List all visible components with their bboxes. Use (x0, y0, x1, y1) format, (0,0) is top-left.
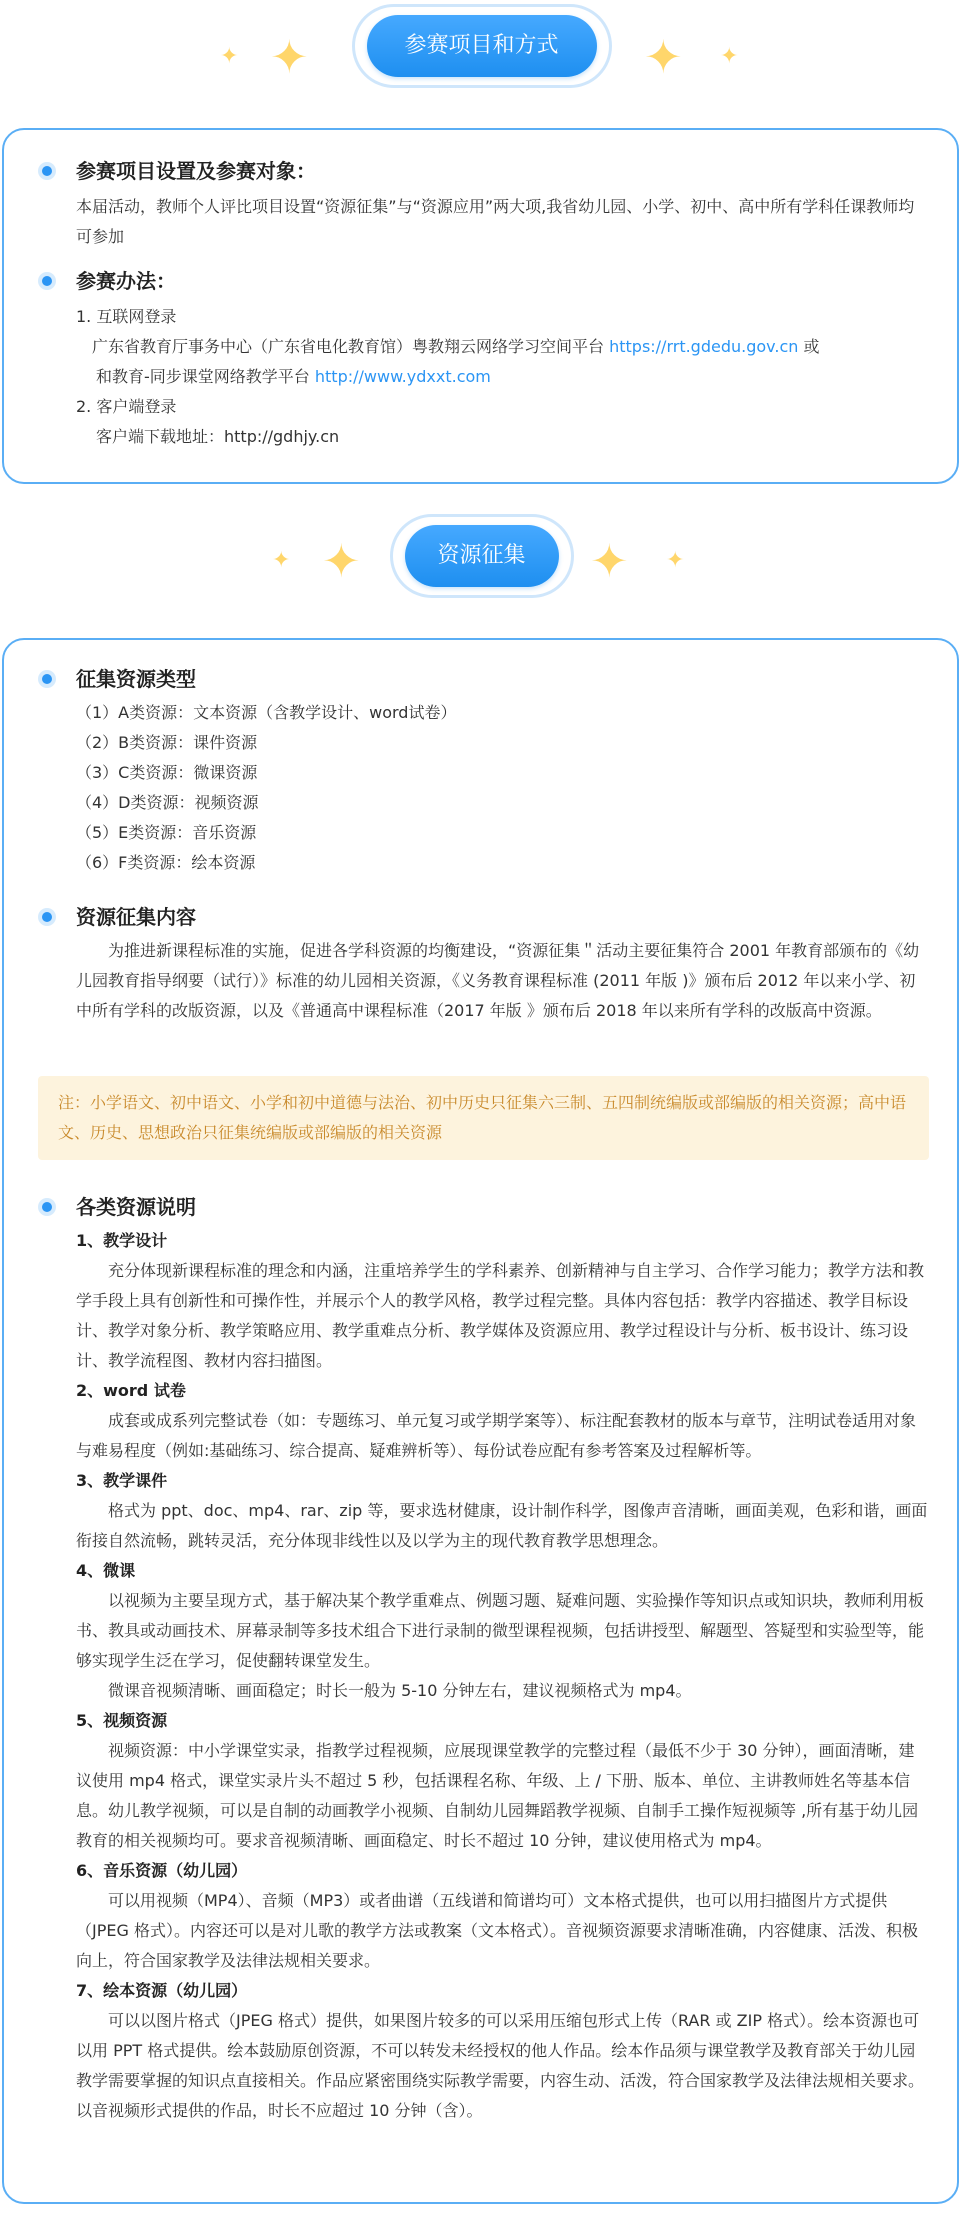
step-client-login: 2. 客户端登录 (76, 397, 177, 416)
section-header-1 (0, 4, 963, 88)
subsection-text: 可以以图片格式（JPEG 格式）提供，如果图片较多的可以采用压缩包形式上传（RAR 或 ZIP 格式）。绘本资源也可以用 PPT 格式提供。绘本鼓励原创资源，不可以转发未经授权的他人作品。绘本作品须与课堂教学及教育部关于幼儿园教学需要掌握的知识点直接相关。作品应紧密围绕实际教学需要，内容生动、活泼，符合国家教学及法律法规相关要求。以音视频形式提供的作品，时长不应超过 10 分钟（含）。 (76, 2011, 925, 2120)
subsection-text: 成套或成系列完整试卷（如：专题练习、单元复习或学期学案等）、标注配套教材的版本与章节，注明试卷适用对象与难易程度（例如:基础练习、综合提高、疑难辨析等）、每份试卷应配有参考答案及过程解析等。 (76, 1411, 917, 1460)
bullet-icon (38, 1198, 56, 1216)
subsection-text: 充分体现新课程标准的理念和内涵，注重培养学生的学科素养、创新精神与自主学习、合作学习能力；教学方法和教学手段上具有创新性和可操作性，并展示个人的教学风格，教学过程完整。具体内容包括：教学内容描述、教学目标设计、教学对象分析、教学策略应用、教学重难点分析、教学媒体及资源应用、教学过程设计与分析、板书设计、练习设计、教学流程图、教材内容扫描图。 (76, 1261, 925, 1370)
resource-type-f: （6）F类资源：绘本资源 (76, 853, 256, 872)
note-box: 注：小学语文、初中语文、小学和初中道德与法治、初中历史只征集六三制、五四制统编版或部编版的相关资源；高中语文、历史、思想政治只征集统编版或部编版的相关资源 (38, 1076, 929, 1160)
platform-line-1 (76, 332, 929, 362)
bullet-icon (38, 908, 56, 926)
subsection-text: 可以用视频（MP4）、音频（MP3）或者曲谱（五线谱和简谱均可）文本格式提供，也可以用扫描图片方式提供（JPEG 格式）。内容还可以是对儿歌的教学方法或教案（文本格式）。音视频资源要求清晰准确，内容健康、活泼、积极向上，符合国家教学及法律法规相关要求。 (76, 1891, 918, 1970)
subsection-title: 2、word 试卷 (76, 1381, 186, 1400)
rrt-link[interactable]: https://rrt.gdedu.gov.cn (609, 337, 799, 356)
subsection-title: 3、教学课件 (76, 1471, 168, 1490)
subsection-title: 4、微课 (76, 1561, 136, 1580)
resource-content-item (38, 902, 929, 1026)
platform-text: 和教育-同步课堂网络教学平台 (96, 367, 315, 386)
sparkle-icon: ✦ (720, 44, 739, 69)
section-header-2 (0, 514, 963, 598)
section-title-frame (390, 514, 574, 598)
resource-description-item (38, 1192, 929, 2126)
subsection-title: 5、视频资源 (76, 1711, 168, 1730)
subsection-text: 微课音视频清晰、画面稳定；时长一般为 5-10 分钟左右，建议视频格式为 mp4。 (108, 1681, 692, 1700)
subsection-title: 1、教学设计 (76, 1231, 168, 1250)
section-title: 资源征集 (405, 525, 559, 587)
item-text: 为推进新课程标准的实施，促进各学科资源的均衡建设，“资源征集＂活动主要征集符合 2001 年教育部颁布的《幼儿园教育指导纲要（试行）》标准的幼儿园相关资源，《义务教育课程标准 (2011 年版 )》颁布后 2012 年以来小学、初中所有学科的改版资源，以及《普通高中课程标准（2017 年版 》颁布后 2018 年以来所有学科的改版高中资源。 (76, 941, 920, 1020)
resource-type-a: （1）A类资源：文本资源（含教学设计、word试卷） (76, 703, 457, 722)
resource-type-e: （5）E类资源：音乐资源 (76, 823, 257, 842)
sparkle-icon: ✦ (590, 534, 629, 588)
subsection-title: 7、绘本资源（幼儿园） (76, 1981, 248, 2000)
platform-text: 广东省教育厅事务中心（广东省电化教育馆）粤教翔云网络学习空间平台 (92, 337, 610, 356)
item-heading: 参赛办法： (76, 269, 176, 293)
item-heading: 参赛项目设置及参赛对象： (76, 159, 316, 183)
section-title: 参赛项目和方式 (367, 15, 597, 77)
bullet-icon (38, 670, 56, 688)
info-card-participation (2, 128, 959, 484)
sparkle-icon: ✦ (322, 534, 361, 588)
subsection-title: 6、音乐资源（幼儿园） (76, 1861, 248, 1880)
item-text: 本届活动，教师个人评比项目设置“资源征集”与“资源应用”两大项,我省幼儿园、小学、初中、高中所有学科任课教师均可参加 (76, 197, 915, 246)
resource-types-item (38, 664, 929, 878)
item-heading: 征集资源类型 (76, 667, 196, 691)
sparkle-icon: ✦ (644, 30, 683, 84)
sparkle-icon: ✦ (270, 30, 309, 84)
resource-type-b: （2）B类资源：课件资源 (76, 733, 258, 752)
step-online-login: 1. 互联网登录 (76, 307, 177, 326)
resource-type-d: （4）D类资源：视频资源 (76, 793, 259, 812)
client-download-line: 客户端下载地址：http://gdhjy.cn (96, 427, 340, 446)
resource-type-c: （3）C类资源：微课资源 (76, 763, 258, 782)
item-heading: 资源征集内容 (76, 905, 196, 929)
section-title-frame (352, 4, 612, 88)
sparkle-icon: ✦ (666, 548, 685, 573)
participation-method-item (38, 266, 929, 452)
platform-or: 或 (798, 337, 820, 356)
info-card-resources (2, 638, 959, 2204)
subsection-text: 格式为 ppt、doc、mp4、rar、zip 等，要求选材健康，设计制作科学，图像声音清晰，画面美观，色彩和谐，画面衔接自然流畅，跳转灵活，充分体现非线性以及以学为主的现代教育教学思想理念。 (76, 1501, 928, 1550)
subsection-text: 以视频为主要呈现方式，基于解决某个教学重难点、例题习题、疑难问题、实验操作等知识点或知识块，教师利用板书、教具或动画技术、屏幕录制等多技术组合下进行录制的微型课程视频，包括讲授型、解题型、答疑型和实验型等，能够实现学生泛在学习，促使翻转课堂发生。 (76, 1591, 925, 1670)
bullet-icon (38, 272, 56, 290)
subsection-text: 视频资源：中小学课堂实录，指教学过程视频，应展现课堂教学的完整过程（最低不少于 30 分钟），画面清晰，建议使用 mp4 格式，课堂实录片头不超过 5 秒，包括课程名称、年级、上 / 下册、版本、单位、主讲教师姓名等基本信息。幼儿教学视频，可以是自制的动画教学小视频、自制幼儿园舞蹈教学视频、自制手工操作短视频等 ,所有基于幼儿园教育的相关视频均可。要求音视频清晰、画面稳定、时长不超过 10 分钟，建议使用格式为 mp4。 (76, 1741, 919, 1850)
participation-subjects-item (38, 156, 929, 252)
sparkle-icon: ✦ (272, 548, 291, 573)
sparkle-icon: ✦ (220, 44, 239, 69)
platform-line-2 (76, 362, 929, 392)
ydxxt-link[interactable]: http://www.ydxxt.com (314, 367, 491, 386)
bullet-icon (38, 162, 56, 180)
item-heading: 各类资源说明 (76, 1195, 196, 1219)
